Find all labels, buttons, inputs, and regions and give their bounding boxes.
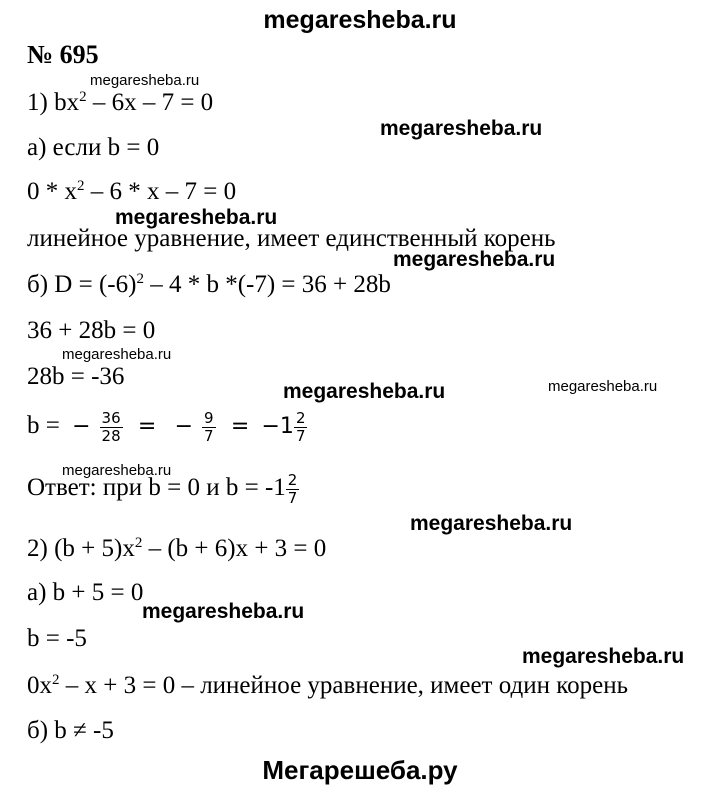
- watermark: megaresheba.ru: [522, 645, 685, 668]
- mixed-integer: −1: [261, 414, 294, 439]
- case-a-condition: а) если b = 0: [27, 134, 160, 161]
- text: – 4 * b *(-7) = 36 + 28b: [143, 271, 391, 298]
- watermark: megaresheba.ru: [380, 117, 543, 140]
- exponent: 2: [134, 535, 143, 551]
- text: 0 * x: [27, 178, 77, 205]
- exponent: 2: [77, 178, 85, 194]
- case-b-condition: б) b ≠ -5: [27, 717, 114, 744]
- denominator: 7: [287, 488, 298, 507]
- text: 1) bx: [27, 89, 80, 116]
- equation-line-10: [27, 534, 326, 564]
- text: б) D = (-6): [27, 271, 137, 298]
- text: – x + 3 = 0 – линейное уравнение, имеет один корень: [59, 672, 628, 699]
- fraction-line: [27, 406, 310, 447]
- exponent: 2: [52, 672, 60, 688]
- lhs: b =: [27, 412, 60, 439]
- watermark: megaresheba.ru: [90, 72, 200, 89]
- watermark: megaresheba.ru: [410, 512, 573, 535]
- equals-sign: =: [230, 414, 250, 439]
- watermark: megaresheba.ru: [548, 378, 658, 395]
- minus-sign: −: [174, 414, 194, 439]
- equals-sign: =: [137, 414, 157, 439]
- numerator: 9: [204, 408, 214, 427]
- denominator: 7: [295, 426, 306, 445]
- denominator: 7: [204, 426, 214, 445]
- exponent: 2: [79, 89, 87, 105]
- fraction-2-7: [286, 472, 300, 507]
- watermark: megaresheba.ru: [62, 462, 172, 479]
- linear-equation-line: [27, 671, 628, 701]
- equation-line-1: [27, 88, 213, 118]
- text: – 6x – 7 = 0: [86, 89, 214, 116]
- answer-text: Ответ: при b = 0 и b = -1: [27, 474, 286, 501]
- text: – 6 * x – 7 = 0: [84, 178, 237, 205]
- numerator: 36: [101, 408, 121, 427]
- text: – (b + 6)x + 3 = 0: [142, 535, 327, 562]
- exponent: 2: [136, 271, 144, 287]
- equation-line-3: [27, 177, 236, 207]
- text: 0x: [27, 672, 52, 699]
- equation-line-12: b = -5: [27, 625, 87, 652]
- watermark: megaresheba.ru: [393, 248, 556, 271]
- numerator: 2: [287, 470, 298, 489]
- watermark: megaresheba.ru: [142, 600, 305, 623]
- text: 2) (b + 5)x: [27, 535, 135, 562]
- minus-sign: −: [72, 414, 91, 439]
- equation-line-6: 36 + 28b = 0: [27, 317, 156, 344]
- watermark: megaresheba.ru: [283, 380, 446, 403]
- fraction-36-28: [100, 410, 123, 445]
- fraction-9-7: [202, 410, 216, 445]
- watermark: megaresheba.ru: [62, 346, 172, 363]
- equation-line-7: 28b = -36: [27, 363, 125, 390]
- site-footer: Мегарешеба.ру: [262, 755, 458, 785]
- denominator: 28: [101, 426, 121, 445]
- case-a-condition-2: а) b + 5 = 0: [27, 579, 144, 606]
- linear-equation-note: линейное уравнение, имеет единственный корень: [27, 225, 556, 252]
- watermark: megaresheba.ru: [115, 206, 278, 229]
- site-header: megaresheba.ru: [263, 6, 457, 34]
- fraction-2-7: [294, 410, 308, 445]
- numerator: 2: [295, 408, 306, 427]
- task-number: № 695: [27, 40, 99, 69]
- discriminant-line: [27, 270, 391, 300]
